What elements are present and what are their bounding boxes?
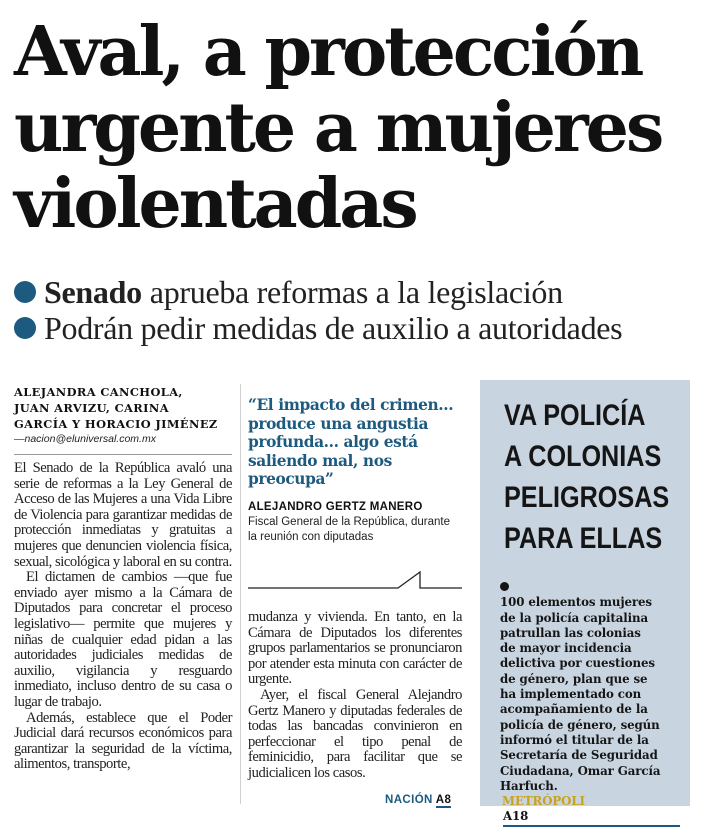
sidebar-line-6: de género, plan que se	[500, 671, 648, 686]
article-body-col1	[14, 461, 232, 773]
sidebar-title	[504, 395, 670, 559]
byline-line-1: ALEJANDRA CANCHOLA,	[14, 385, 183, 399]
article-paragraph-3: Además, establece que el Poder Judicial dará recursos económicos para garantizar la seguridad de la víctima, alimentos, transporte,	[14, 709, 232, 773]
subhead-2-text: Podrán pedir medidas de auxilio a autoridades	[44, 310, 623, 346]
headline-line-1: Aval, a protección	[14, 12, 642, 92]
continued-reference[interactable]	[385, 794, 451, 806]
quote-rule-graphic	[248, 568, 462, 592]
subhead-1-bold: Senado	[44, 274, 142, 310]
subheads	[14, 274, 714, 346]
headline-line-2: urgente a mujeres	[14, 88, 662, 168]
sidebar-title-line-4: PARA ELLAS	[504, 522, 663, 555]
byline-line-3: GARCÍA Y HORACIO JIMÉNEZ	[14, 417, 218, 431]
sidebar-title-line-2: A COLONIAS	[504, 440, 662, 473]
sidebar-line-9: policía de género, según	[500, 717, 660, 732]
headline-line-3: violentadas	[14, 164, 416, 244]
section-page: A8	[435, 794, 452, 806]
sidebar-box	[480, 380, 690, 824]
sidebar-line-7: ha implementado con	[500, 687, 642, 702]
column-divider	[240, 384, 241, 804]
sidebar-section-name[interactable]: METRÓPOLI	[502, 794, 585, 809]
sidebar-line-12: Ciudadana, Omar García	[500, 763, 661, 778]
article-paragraph-2: El dictamen de cambios —que fue enviado ayer mismo a la Cámara de Diputados para concretar el proceso legislativo— permite que mujeres y niñas de cualquier edad pidan a las autoridades judiciales medidas de auxilio, vigilancia y resguardo inmediato, incluso dentro de su casa o lugar de trabajo.	[14, 569, 232, 710]
sidebar-title-line-3: PELIGROSAS	[504, 481, 670, 514]
sidebar-line-5: delictiva por cuestiones	[500, 656, 655, 671]
byline-line-2: JUAN ARVIZU, CARINA	[14, 401, 169, 415]
sidebar-line-2: de la policía capitalina	[500, 610, 649, 625]
sidebar-line-10: informó el titular de la	[500, 732, 649, 747]
sidebar-line-4: de mayor incidencia	[500, 641, 632, 656]
sidebar-line-13-text: Harfuch.	[500, 778, 558, 793]
sidebar-section-page[interactable]: A18	[503, 809, 680, 826]
article-paragraph-5: Ayer, el fiscal General Alejandro Gertz Manero y diputadas federales de todas las bancadas convinieron en perfeccionar el tipo penal de feminicidio, para facilitar que se judicialicen los casos.	[248, 686, 462, 781]
subhead-1	[14, 274, 714, 310]
sidebar-line-1-text: 100 elementos mujeres	[500, 595, 652, 610]
section-name: NACIÓN	[385, 794, 433, 806]
quote-role: Fiscal General de la República, durante la reunión con diputadas	[248, 515, 451, 543]
article-paragraph-1: El Senado de la República avaló una serie de reformas a la Ley General de Acceso de las Mujeres a una Vida Libre de Violencia para garantizar medidas de protección inmediatas y gratuitas a mujeres que denuncien violencia física, sexual, sicológica y laboral en su contra.	[14, 460, 232, 570]
article-body-col2	[248, 610, 462, 782]
sidebar-line-13	[500, 779, 680, 827]
sidebar-line-11: Secretaría de Seguridad	[500, 748, 658, 763]
headline	[14, 14, 714, 242]
article-paragraph-4: mudanza y vivienda. En tanto, en la Cámara de Diputados los diferentes grupos parlamentarios se pronunciaron por atender esta minuta con carácter de urgente.	[248, 609, 462, 688]
bullet-dot-icon	[14, 281, 36, 303]
byline-divider	[14, 454, 232, 455]
article-column-1	[14, 384, 232, 773]
bullet-dot-icon	[500, 582, 509, 591]
sidebar-text	[500, 580, 680, 827]
subhead-1-text: aprueba reformas a la legislación	[149, 274, 563, 310]
quote-text: “El impacto del crimen... produce una angustia profunda... algo está saliendo mal, nos preocupa”	[248, 396, 454, 489]
byline-email: —nacion@eluniversal.com.mx	[14, 433, 156, 445]
sidebar-line-3: patrullan las colonias	[500, 625, 641, 640]
quote-author: ALEJANDRO GERTZ MANERO	[248, 500, 423, 513]
subhead-2	[14, 310, 714, 346]
byline	[14, 384, 232, 446]
bullet-dot-icon	[14, 317, 36, 339]
sidebar-line-8: acompañamiento de la	[500, 702, 648, 717]
pull-quote	[248, 396, 462, 545]
sidebar-line-1	[500, 580, 680, 611]
sidebar-title-line-1: VA POLICÍA	[504, 399, 646, 432]
